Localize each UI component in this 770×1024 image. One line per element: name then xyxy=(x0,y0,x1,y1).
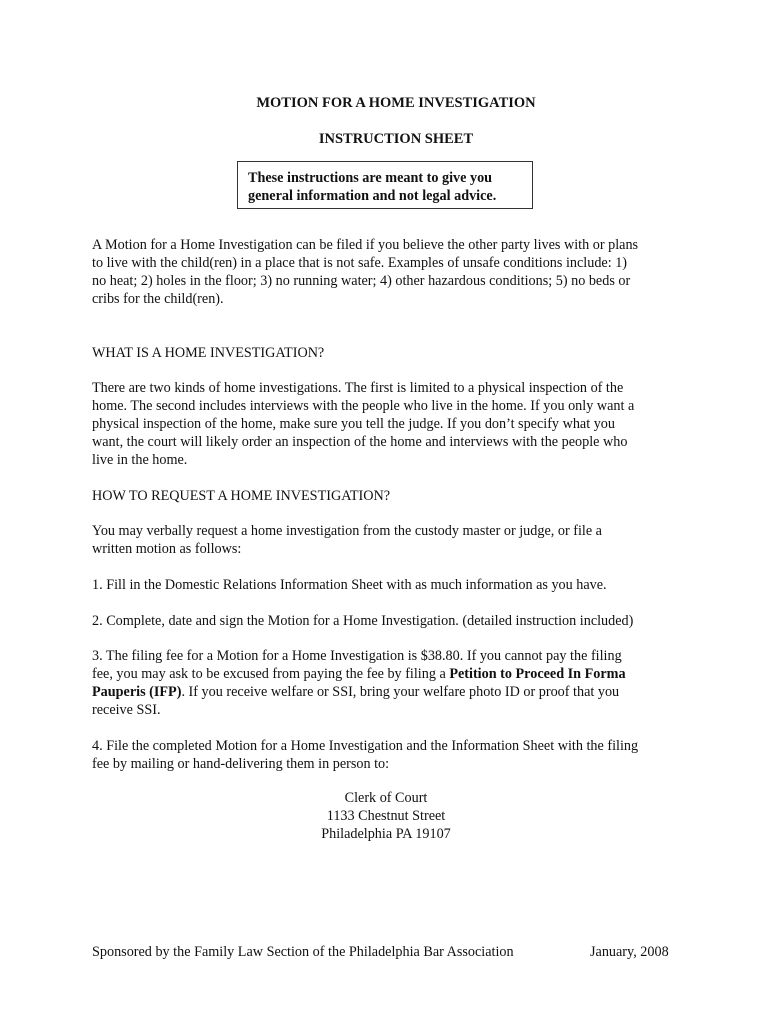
step-3-line: 3. The filing fee for a Motion for a Home Investigation is $38.80. If you cannot pay the filing xyxy=(92,648,622,664)
paragraph-line: home. The second includes interviews with the people who live in the home. If you only want a xyxy=(92,398,635,414)
section-heading-how: HOW TO REQUEST A HOME INVESTIGATION? xyxy=(92,488,391,504)
step-1: 1. Fill in the Domestic Relations Information Sheet with as much information as you have. xyxy=(92,577,607,593)
intro-line: to live with the child(ren) in a place that is not safe. Examples of unsafe conditions include: 1) xyxy=(92,255,628,271)
mailing-address xyxy=(0,789,770,843)
paragraph-line: physical inspection of the home, make sure you tell the judge. If you don’t specify what you xyxy=(92,416,615,432)
step-3-text: fee, you may ask to be excused from paying the fee by filing a xyxy=(92,666,450,682)
footer-sponsor: Sponsored by the Family Law Section of the Philadelphia Bar Association xyxy=(92,944,514,960)
ifp-petition-name-cont: Pauperis (IFP) xyxy=(92,684,182,700)
intro-line: A Motion for a Home Investigation can be filed if you believe the other party lives with or plans xyxy=(92,237,639,253)
intro-paragraph xyxy=(92,236,684,308)
step-3-line: receive SSI. xyxy=(92,702,161,718)
address-line: Philadelphia PA 19107 xyxy=(321,826,451,842)
footer-date: January, 2008 xyxy=(590,944,669,960)
step-3-text: . If you receive welfare or SSI, bring your welfare photo ID or proof that you xyxy=(181,684,620,700)
step-3-line xyxy=(92,683,684,701)
paragraph-line: You may verbally request a home investigation from the custody master or judge, or file a xyxy=(92,523,602,539)
section-what-paragraph xyxy=(92,379,684,469)
ifp-petition-name: Petition to Proceed In Forma xyxy=(449,666,626,682)
address-line: 1133 Chestnut Street xyxy=(326,808,446,824)
step-3 xyxy=(92,647,684,719)
step-4-line: fee by mailing or hand-delivering them in person to: xyxy=(92,756,390,772)
paragraph-line: written motion as follows: xyxy=(92,541,242,557)
step-3-line xyxy=(92,665,684,683)
paragraph-line: live in the home. xyxy=(92,452,188,468)
disclaimer-line-1: These instructions are meant to give you xyxy=(248,170,493,186)
step-4 xyxy=(92,737,684,773)
address-line: Clerk of Court xyxy=(344,790,428,806)
document-title: MOTION FOR A HOME INVESTIGATION xyxy=(256,95,536,111)
intro-line: no heat; 2) holes in the floor; 3) no running water; 4) other hazardous conditions; 5) no beds or xyxy=(92,273,631,289)
section-heading-what: WHAT IS A HOME INVESTIGATION? xyxy=(92,345,325,361)
intro-line: cribs for the child(ren). xyxy=(92,291,224,307)
paragraph-line: There are two kinds of home investigations. The first is limited to a physical inspection of the xyxy=(92,380,624,396)
step-2: 2. Complete, date and sign the Motion for a Home Investigation. (detailed instruction included) xyxy=(92,613,634,629)
section-how-paragraph xyxy=(92,522,684,558)
disclaimer-line-2: general information and not legal advice. xyxy=(248,188,497,204)
step-4-line: 4. File the completed Motion for a Home Investigation and the Information Sheet with the filing xyxy=(92,738,639,754)
document-subtitle: INSTRUCTION SHEET xyxy=(318,131,474,147)
paragraph-line: want, the court will likely order an inspection of the home and interviews with the people who xyxy=(92,434,628,450)
disclaimer-box xyxy=(237,161,533,209)
